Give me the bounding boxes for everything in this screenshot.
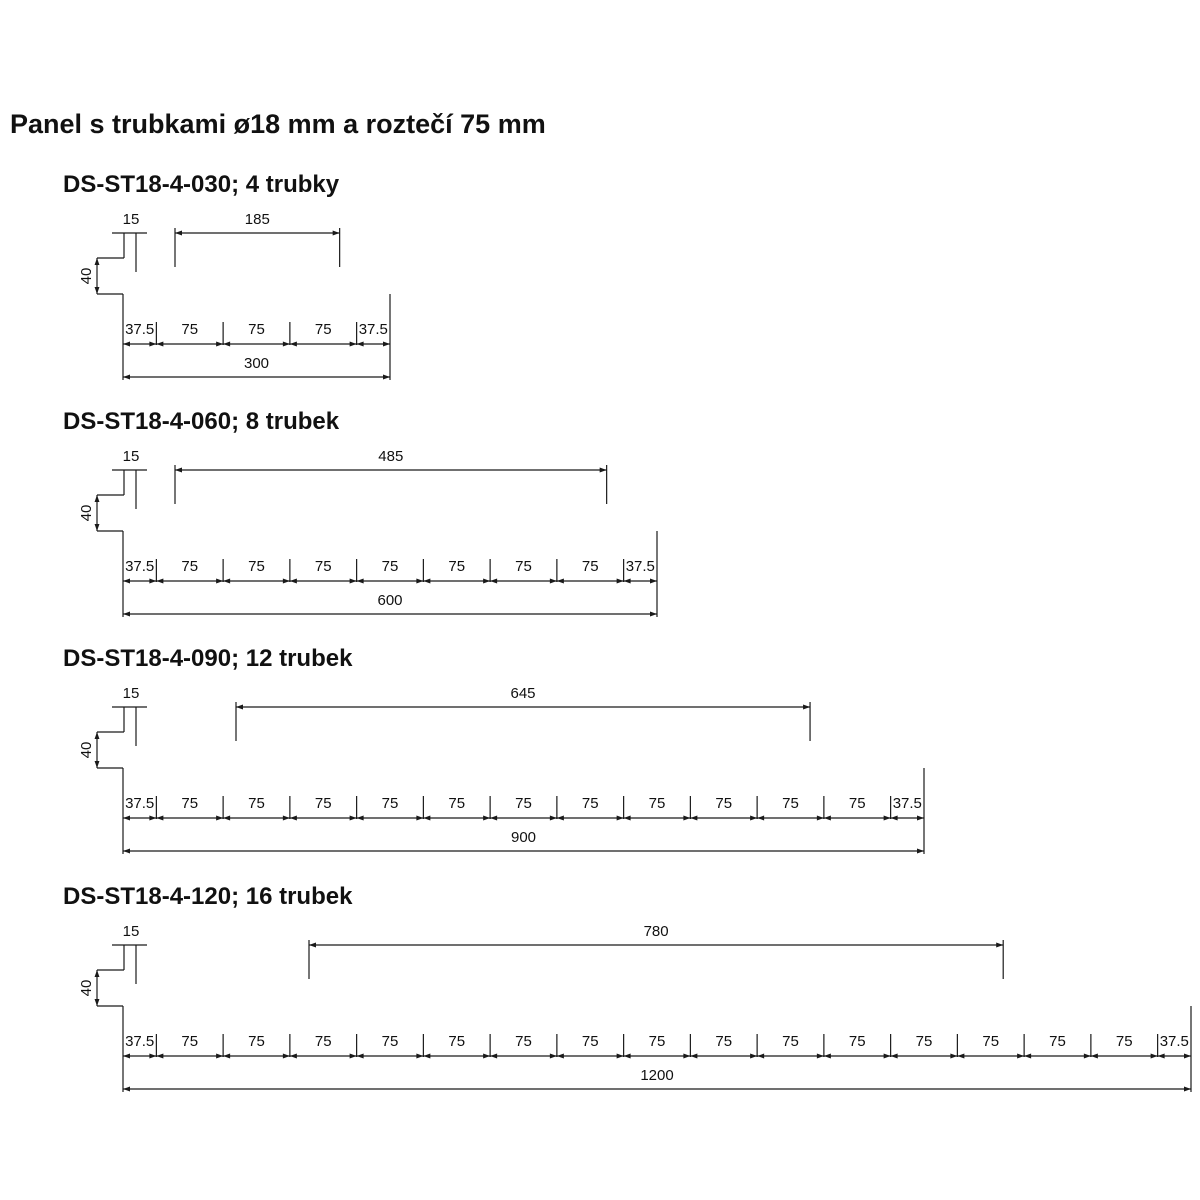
dim-15-label: 15 [122,685,140,702]
section-heading: DS-ST18-4-060; 8 trubek [63,408,340,435]
segment-dim-label: 75 [648,795,666,812]
segment-dim-label: 75 [848,1033,866,1050]
dim-40-label: 40 [77,979,95,997]
segment-dim-label: 75 [448,1033,466,1050]
section-3 [63,883,1191,1092]
segment-dim-label: 75 [314,795,332,812]
dim-40-label: 40 [77,741,95,759]
segment-dim-label: 75 [515,795,532,812]
section-2 [63,645,924,854]
segment-dim-label: 75 [381,795,399,812]
segment-dim-label: 75 [314,321,332,338]
segment-dim-label: 75 [648,1033,666,1050]
top-dim-label: 645 [510,685,536,702]
top-dim-label: 780 [643,923,669,940]
segment-dim-label: 75 [448,795,466,812]
segment-dim-label: 75 [314,1033,332,1050]
segment-dim-label: 75 [848,795,866,812]
segment-dim-label: 37.5 [125,795,155,812]
segment-dim-label: 75 [181,558,199,575]
segment-dim-label: 75 [248,321,265,338]
sections-group [63,171,1191,1092]
dim-15-label: 15 [122,923,140,940]
section-heading: DS-ST18-4-090; 12 trubek [63,645,353,672]
segment-dim-label: 75 [581,1033,599,1050]
segment-dim-label: 37.5 [1159,1033,1189,1050]
dim-15-label: 15 [122,448,140,465]
segment-dim-label: 37.5 [125,321,155,338]
segment-dim-label: 75 [248,795,265,812]
segment-dim-label: 75 [581,558,599,575]
section-0 [63,171,390,380]
section-heading: DS-ST18-4-120; 16 trubek [63,883,353,910]
section-heading: DS-ST18-4-030; 4 trubky [63,171,340,198]
segment-dim-label: 75 [581,795,599,812]
segment-dim-label: 37.5 [892,795,922,812]
dim-15-label: 15 [122,211,140,228]
segment-dim-label: 37.5 [625,558,655,575]
total-dim-label: 300 [243,355,270,372]
segment-dim-label: 75 [448,558,466,575]
segment-dim-label: 75 [982,1033,1000,1050]
segment-dim-label: 75 [715,1033,733,1050]
dim-40-label: 40 [77,267,95,285]
segment-dim-label: 75 [381,1033,399,1050]
segment-dim-label: 75 [248,558,265,575]
segment-dim-label: 75 [181,1033,199,1050]
segment-dim-label: 75 [782,1033,799,1050]
segment-dim-label: 37.5 [125,558,155,575]
segment-dim-label: 75 [915,1033,933,1050]
total-dim-label: 900 [510,829,537,846]
segment-dim-label: 75 [515,1033,532,1050]
segment-dim-label: 75 [181,795,199,812]
segment-dim-label: 75 [782,795,799,812]
segment-dim-label: 75 [1049,1033,1066,1050]
top-dim-label: 185 [244,211,270,228]
segment-dim-label: 75 [1115,1033,1133,1050]
segment-dim-label: 75 [715,795,733,812]
segment-dim-label: 75 [314,558,332,575]
page-title: Panel s trubkami ø18 mm a roztečí 75 mm [10,109,546,139]
segment-dim-label: 37.5 [125,1033,155,1050]
segment-dim-label: 75 [381,558,399,575]
segment-dim-label: 75 [248,1033,265,1050]
segment-dim-label: 37.5 [358,321,388,338]
total-dim-label: 1200 [640,1067,674,1084]
segment-dim-label: 75 [515,558,532,575]
total-dim-label: 600 [377,592,403,609]
section-1 [63,408,657,617]
segment-dim-label: 75 [181,321,199,338]
top-dim-label: 485 [378,448,404,465]
dim-40-label: 40 [77,504,95,522]
